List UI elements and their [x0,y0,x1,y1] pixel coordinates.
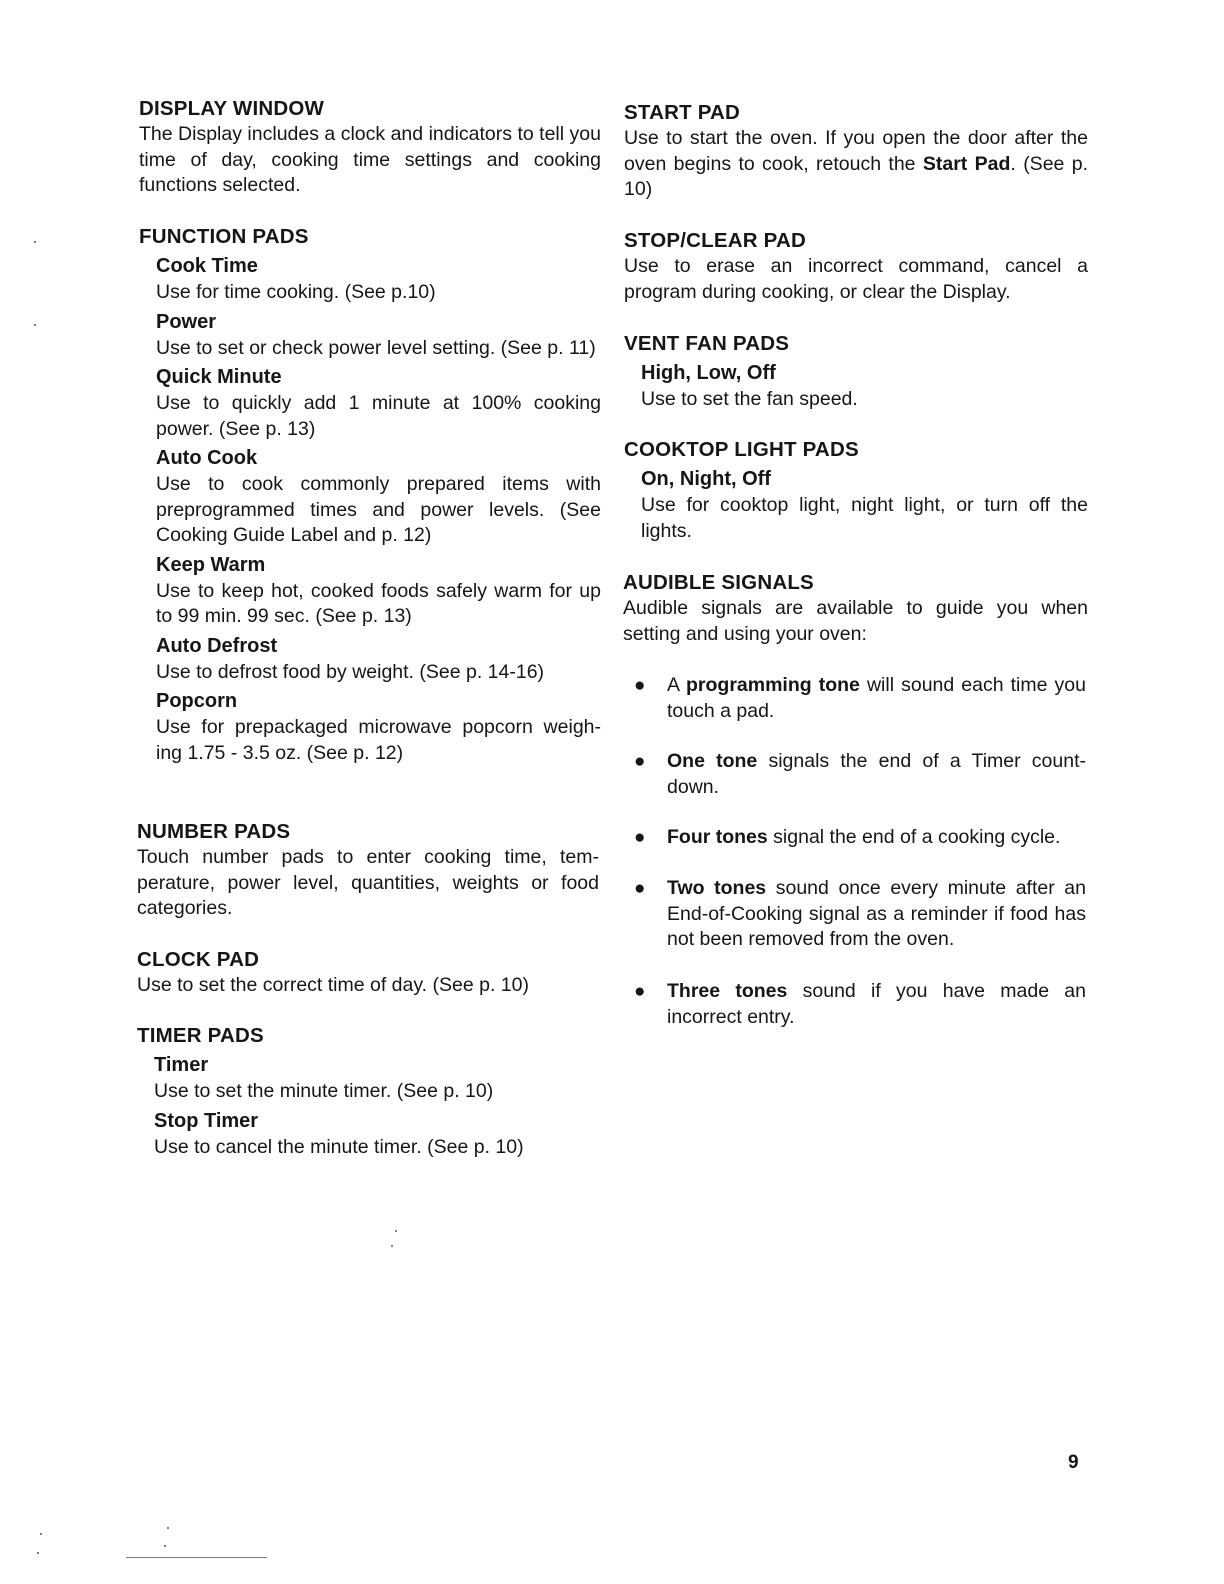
signal-bullet-text [667,749,1086,800]
function-item-desc: Use to set or check power level setting. (See p. 11) [156,336,596,359]
start-pad-body-text: Use to start the oven. If you open the door after the oven begins to cook, retouch the [624,127,1088,175]
signal-bullet-text [667,979,1086,1030]
signal-bullet-rest: will sound each time you touch a pad. [667,674,1086,722]
signal-bullet-bold: One tone [667,750,758,772]
vent-fan-pads-heading: VENT FAN PADS [624,332,790,355]
number-pads-body: Touch number pads to enter cooking time, tem- perature, power level, quantities, weights or food categories. [137,846,599,919]
audible-signals-heading: AUDIBLE SIGNALS [623,571,814,594]
function-item-power [156,309,601,362]
stop-clear-pad-heading: STOP/CLEAR PAD [624,229,807,252]
signal-bullet-one-tone [634,749,1086,800]
audible-signals-section [623,570,1093,647]
function-item-desc: Use for time cooking. (See p.10) [156,281,436,303]
vent-fan-pads-section [624,331,1094,413]
function-pads-section [139,224,609,766]
function-item-desc: Use to keep hot, cooked foods safely warm for up to 99 min. 99 sec. (See p. 13) [156,579,601,627]
signal-bullet-two-tones [634,876,1086,953]
display-window-section [139,96,609,199]
scan-speck [164,1545,166,1547]
signal-bullet-text [667,876,1086,953]
timer-item-title: Timer [154,1054,209,1076]
function-item-auto-cook [156,445,601,549]
function-item-desc: Use to defrost food by weight. (See p. 14-16) [156,660,545,683]
function-item-title: Auto Defrost [156,634,278,657]
function-item-title: Keep Warm [156,553,266,576]
function-item-desc: Use to cook commonly prepared items with preprogrammed times and power levels. (See Cooking Guide Label and p. 12) [156,473,601,546]
clock-pad-body: Use to set the correct time of day. (See p. 10) [137,974,529,996]
audible-signals-intro: Audible signals are available to guide you when setting and using your oven: [623,597,1088,645]
cooktop-light-pads-heading: COOKTOP LIGHT PADS [624,438,859,461]
signal-bullet-four-tones [634,825,1086,851]
timer-pads-list [154,1052,599,1160]
timer-pads-heading: TIMER PADS [137,1024,264,1047]
signal-bullet-rest: signal the end of a cooking cycle. [767,826,1061,848]
scan-speck [34,324,36,326]
signal-bullet-bold: programming tone [686,674,860,696]
signal-bullet-three-tones [634,979,1086,1030]
vent-fan-item-desc: Use to set the fan speed. [641,388,858,410]
bullet-dot-icon: ● [634,751,646,772]
start-pad-body-bold: Start Pad [922,152,1011,175]
page-number: 9 [1068,1452,1079,1473]
function-item-auto-defrost [156,633,601,686]
signal-bullet-bold: Three tones [667,980,788,1002]
timer-item-desc: Use to set the minute timer. (See p. 10) [154,1080,494,1102]
cooktop-light-item-desc: Use for cooktop light, night light, or turn off the lights. [641,494,1088,542]
signal-bullet-rest: signals the end of a Timer count- down. [667,750,1086,798]
start-pad-section [624,100,1094,203]
number-pads-section [137,819,607,922]
scan-speck [37,1552,39,1554]
scan-speck [167,1527,169,1529]
signal-bullet-text [667,825,1086,851]
clock-pad-heading: CLOCK PAD [137,948,260,971]
signal-bullet-programming-tone [634,673,1086,724]
vent-fan-item-title: High, Low, Off [641,362,776,384]
scan-speck [395,1230,397,1232]
cooktop-light-pads-section [624,437,1094,544]
function-item-keep-warm [156,552,601,630]
stop-clear-pad-section [624,228,1094,305]
stop-clear-pad-body: Use to erase an incorrect command, cancel a program during cooking, or clear the Display. [624,255,1088,303]
bullet-dot-icon: ● [634,827,646,848]
timer-item-stop-timer [154,1108,599,1161]
function-pads-heading: FUNCTION PADS [139,225,309,248]
signal-bullet-text [667,673,1086,724]
vent-fan-list [641,360,1088,413]
function-item-title: Popcorn [156,690,238,712]
bullet-dot-icon: ● [634,981,646,1002]
signal-bullet-pre: A [667,674,686,696]
start-pad-body [624,126,1088,203]
display-window-heading: DISPLAY WINDOW [139,97,325,120]
signal-bullet-rest: sound if you have made an incorrect entry. [667,980,1086,1028]
display-window-body: The Display includes a clock and indicators to tell you time of day, cooking time settings and cooking functions selected. [139,123,601,196]
function-item-title: Cook Time [156,255,258,277]
function-item-cook-time [156,253,601,306]
function-item-popcorn [156,688,601,766]
signal-bullet-rest: sound once every minute after an End-of-Cooking signal as a reminder if food has not been removed from the oven. [667,877,1087,950]
function-item-quick-minute [156,364,601,442]
signal-bullet-bold: Two tones [667,877,767,899]
function-item-title: Auto Cook [156,447,258,469]
number-pads-heading: NUMBER PADS [137,820,291,843]
scan-speck [40,1533,42,1535]
timer-item-timer [154,1052,599,1105]
function-item-title: Quick Minute [156,366,282,388]
cooktop-light-item-title: On, Night, Off [641,468,771,490]
timer-item-desc: Use to cancel the minute timer. (See p. 10) [154,1135,524,1158]
function-item-desc: Use to quickly add 1 minute at 100% cooking power. (See p. 13) [156,392,601,440]
cooktop-light-list [641,466,1088,544]
scan-speck [391,1245,393,1247]
clock-pad-section [137,947,607,999]
bottom-rule [126,1557,267,1558]
signal-bullet-bold: Four tones [667,826,768,848]
timer-pads-section [137,1023,607,1160]
scan-speck [34,241,36,243]
function-item-desc: Use for prepackaged microwave popcorn weigh- ing 1.75 - 3.5 oz. (See p. 12) [156,716,601,764]
start-pad-heading: START PAD [624,101,741,124]
timer-item-title: Stop Timer [154,1109,259,1132]
start-pad-body-ref: . (See p. 10) [624,152,1088,200]
bullet-dot-icon: ● [634,878,646,899]
function-pads-list [156,253,601,766]
function-item-title: Power [156,310,217,333]
bullet-dot-icon: ● [634,675,646,696]
